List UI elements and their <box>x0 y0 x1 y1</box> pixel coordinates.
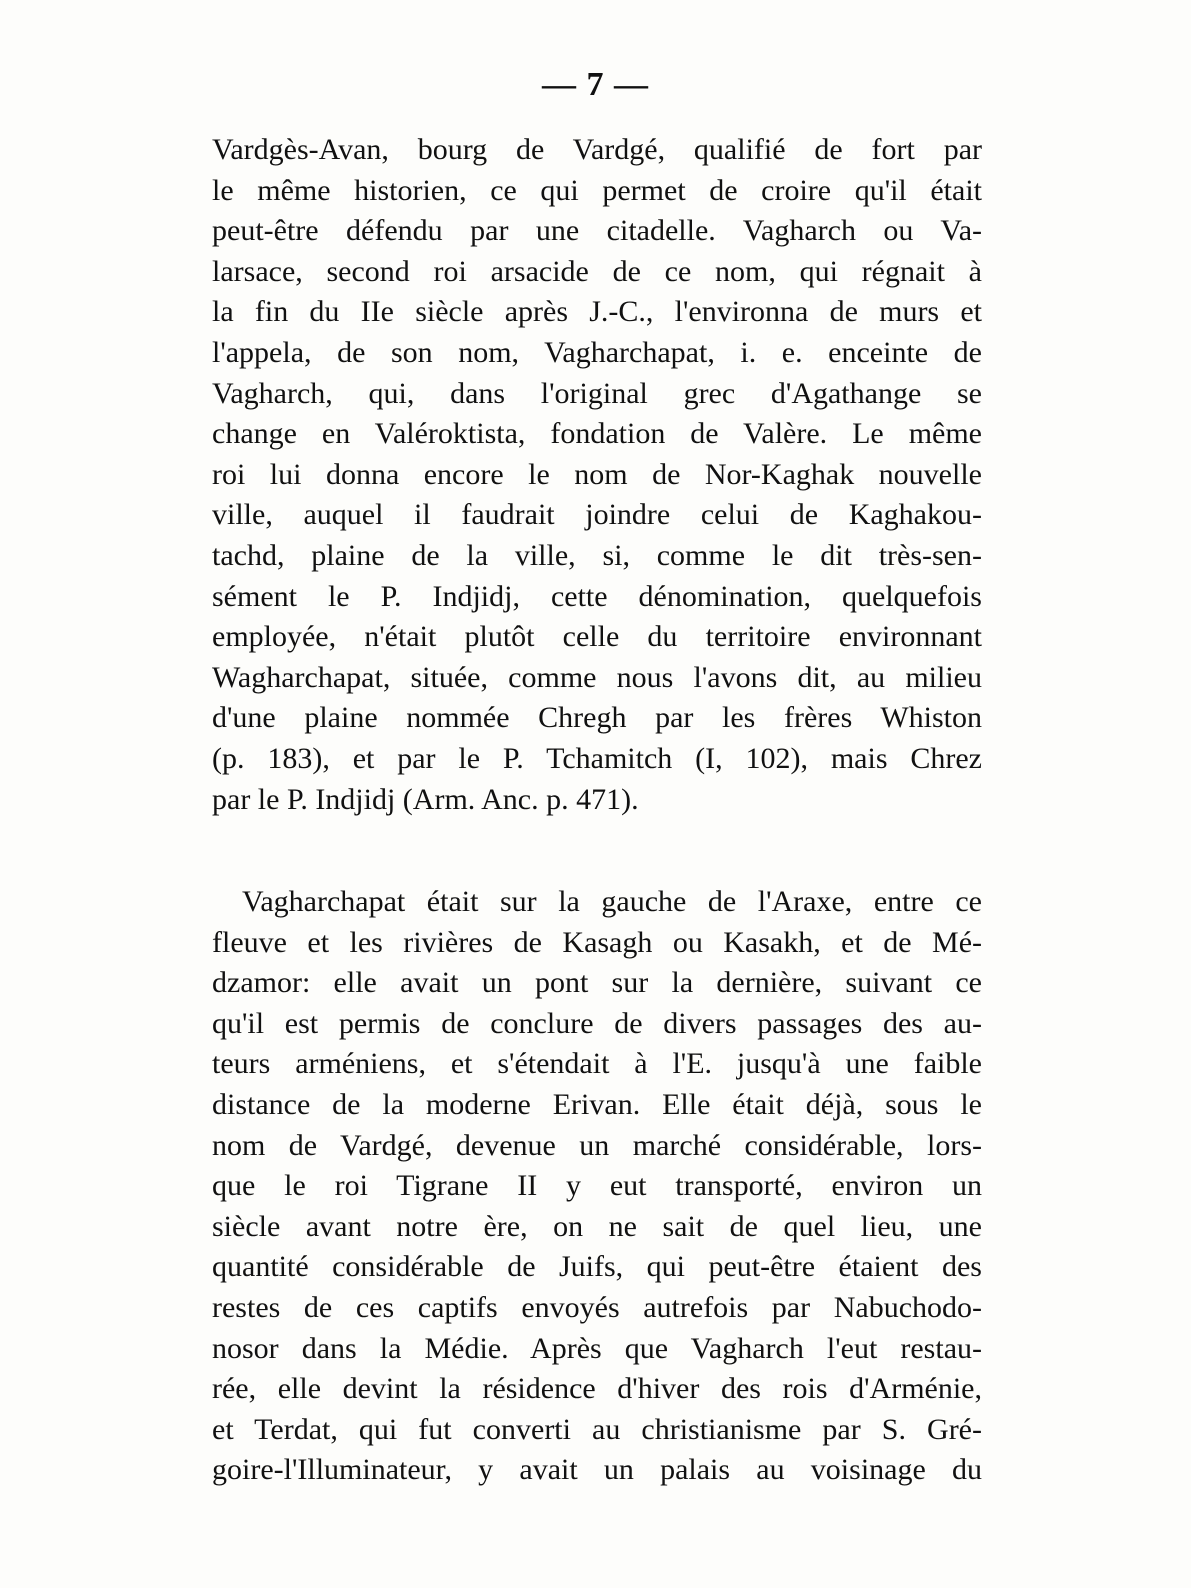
text-line: employée, n'était plutôt celle du territoire environnant <box>212 620 982 654</box>
text-line: Vagharchapat était sur la gauche de l'Araxe, entre ce <box>242 885 982 918</box>
text-line: sément le P. Indjidj, cette dénomination, quelquefois <box>212 579 982 613</box>
text-line: restes de ces captifs envoyés autrefois par Nabuchodo- <box>212 1290 982 1324</box>
page-number: — 7 — <box>542 66 649 103</box>
text-line: nosor dans la Médie. Après que Vagharch l'eut restau- <box>212 1331 982 1365</box>
text-line: teurs arméniens, et s'étendait à l'E. jusqu'à une faible <box>212 1047 982 1081</box>
text-line: larsace, second roi arsacide de ce nom, qui régnait à <box>212 254 982 288</box>
text-line: (p. 183), et par le P. Tchamitch (I, 102), mais Chrez <box>212 741 982 775</box>
text-line: dzamor: elle avait un pont sur la dernière, suivant ce <box>212 966 982 1000</box>
text-line: rée, elle devint la résidence d'hiver des rois d'Arménie, <box>212 1372 982 1406</box>
text-line: qu'il est permis de conclure de divers passages des au- <box>212 1006 982 1040</box>
text-line: nom de Vardgé, devenue un marché considérable, lors- <box>212 1128 982 1162</box>
text-line: par le P. Indjidj (Arm. Anc. p. 471). <box>212 782 639 816</box>
text-line: d'une plaine nommée Chregh par les frères Whiston <box>212 701 982 735</box>
text-line: l'appela, de son nom, Vagharchapat, i. e. enceinte de <box>212 335 982 369</box>
text-line: fleuve et les rivières de Kasagh ou Kasakh, et de Mé- <box>212 925 982 959</box>
text-line: la fin du IIe siècle après J.-C., l'environna de murs et <box>212 295 982 329</box>
paragraph-2 <box>212 882 982 1491</box>
text-line: que le roi Tigrane II y eut transporté, environ un <box>212 1169 982 1203</box>
text-line: Vardgès-Avan, bourg de Vardgé, qualifié de fort par <box>212 133 982 166</box>
text-line: change en Valéroktista, fondation de Valère. Le même <box>212 417 982 451</box>
text-line: ville, auquel il faudrait joindre celui de Kaghakou- <box>212 498 982 532</box>
text-line: Wagharchapat, située, comme nous l'avons dit, au milieu <box>212 660 982 694</box>
text-line: siècle avant notre ère, on ne sait de quel lieu, une <box>212 1209 982 1243</box>
text-line: tachd, plaine de la ville, si, comme le dit très-sen- <box>212 538 982 572</box>
text-line: quantité considérable de Juifs, qui peut-être étaient des <box>212 1250 982 1284</box>
text-line: le même historien, ce qui permet de croire qu'il était <box>212 173 982 207</box>
text-line: et Terdat, qui fut converti au christianisme par S. Gré- <box>212 1412 982 1446</box>
text-line: goire-l'Illuminateur, y avait un palais au voisinage du <box>212 1453 982 1487</box>
paragraph-1 <box>212 130 982 820</box>
text-line: peut-être défendu par une citadelle. Vagharch ou Va- <box>212 214 982 248</box>
text-line: roi lui donna encore le nom de Nor-Kaghak nouvelle <box>212 457 982 491</box>
text-line: distance de la moderne Erivan. Elle était déjà, sous le <box>212 1087 982 1121</box>
text-line: Vagharch, qui, dans l'original grec d'Agathange se <box>212 376 982 410</box>
